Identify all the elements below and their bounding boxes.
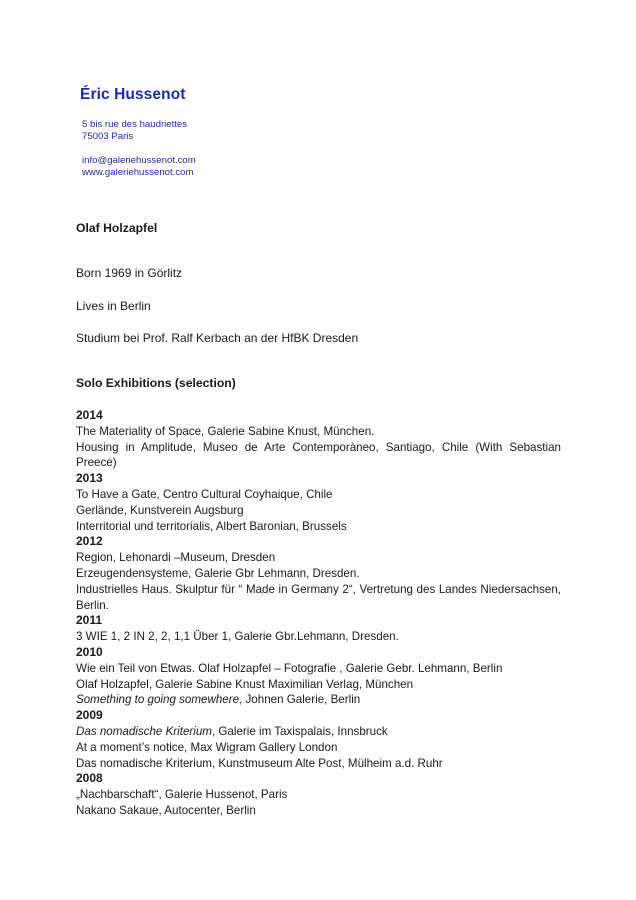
exhibition-text: Region, Lehonardi –Museum, Dresden [76, 551, 276, 565]
exhibition-entry [76, 582, 561, 614]
exhibition-entry [76, 740, 561, 756]
gallery-address [82, 119, 187, 143]
year-heading: 2009 [76, 708, 103, 723]
year-heading: 2013 [76, 471, 103, 486]
email-link[interactable]: info@galeriehussenot.com [82, 155, 196, 166]
exhibition-entry [76, 487, 561, 503]
exhibition-text: Olaf Holzapfel, Galerie Sabine Knust Maximilian Verlag, München [76, 677, 414, 691]
exhibition-entry [76, 566, 561, 582]
exhibition-entry [76, 787, 561, 803]
address-line: 75003 Paris [82, 131, 134, 142]
exhibition-text: „Nachbarschaft“, Galerie Hussenot, Paris [76, 788, 288, 802]
exhibition-text: , Galerie im Taxispalais, Innsbruck [211, 724, 388, 738]
artist-name: Olaf Holzapfel [76, 221, 158, 235]
year-heading: 2012 [76, 534, 103, 549]
exhibition-text: Nakano Sakaue, Autocenter, Berlin [76, 803, 256, 817]
exhibition-entry [76, 677, 561, 693]
exhibition-entry [76, 756, 561, 772]
exhibition-text: Industrielles Haus. Skulptur für “ Made in Germany 2“, Vertretung des Landes Niedersachsen, Berlin. [76, 582, 561, 612]
exhibition-text: To Have a Gate, Centro Cultural Coyhaique, Chile [76, 487, 333, 501]
exhibition-entry [76, 519, 561, 535]
exhibition-text: Wie ein Teil von Etwas. Olaf Holzapfel – Fotografie , Galerie Gebr. Lehmann, Berlin [76, 661, 503, 675]
exhibition-text: Interritorial und territorialis, Albert Baronian, Brussels [76, 519, 347, 533]
bio-lives: Lives in Berlin [76, 299, 151, 313]
exhibition-entry [76, 550, 561, 566]
year-heading: 2014 [76, 408, 103, 422]
exhibition-entry [76, 692, 561, 708]
exhibition-entry [76, 629, 561, 645]
gallery-contact [82, 155, 196, 179]
website-link[interactable]: www.galeriehussenot.com [82, 167, 194, 178]
exhibition-text: The Materiality of Space, Galerie Sabine Knust, München. [76, 424, 375, 438]
exhibition-entry [76, 440, 561, 472]
exhibition-text: 3 WIE 1, 2 IN 2, 2, 1,1 Über 1, Galerie Gbr.Lehmann, Dresden. [76, 630, 399, 644]
bio-born: Born 1969 in Görlitz [76, 266, 183, 280]
gallery-header [80, 86, 186, 104]
exhibition-list [76, 408, 561, 819]
exhibition-title-italic: Something to going somewhere [76, 693, 240, 707]
exhibition-text: , Johnen Galerie, Berlin [239, 693, 361, 707]
exhibition-entry [76, 661, 561, 677]
year-heading: 2008 [76, 771, 103, 786]
exhibition-text: Erzeugendensysteme, Galerie Gbr Lehmann, Dresden. [76, 566, 360, 580]
gallery-name: Éric Hussenot [80, 86, 186, 103]
exhibition-text: Gerlände, Kunstverein Augsburg [76, 503, 244, 517]
exhibition-entry [76, 724, 561, 740]
exhibition-entry [76, 503, 561, 519]
exhibition-title-italic: Das nomadische Kriterium [76, 724, 212, 738]
section-title-solo: Solo Exhibitions (selection) [76, 376, 236, 390]
year-heading: 2011 [76, 613, 103, 628]
address-line: 5 bis rue des haudriettes [82, 119, 188, 130]
exhibition-text: Das nomadische Kriterium, Kunstmuseum Alte Post, Mülheim a.d. Ruhr [76, 756, 443, 770]
year-heading: 2010 [76, 644, 103, 659]
exhibition-text: At a moment’s notice, Max Wigram Gallery London [76, 740, 338, 754]
exhibition-entry [76, 803, 561, 819]
bio-study: Studium bei Prof. Ralf Kerbach an der HfBK Dresden [76, 331, 359, 345]
exhibition-entry [76, 424, 561, 440]
exhibition-text: Housing in Amplitude, Museo de Arte Contemporàneo, Santiago, Chile (With Sebastian Preece) [76, 440, 561, 470]
